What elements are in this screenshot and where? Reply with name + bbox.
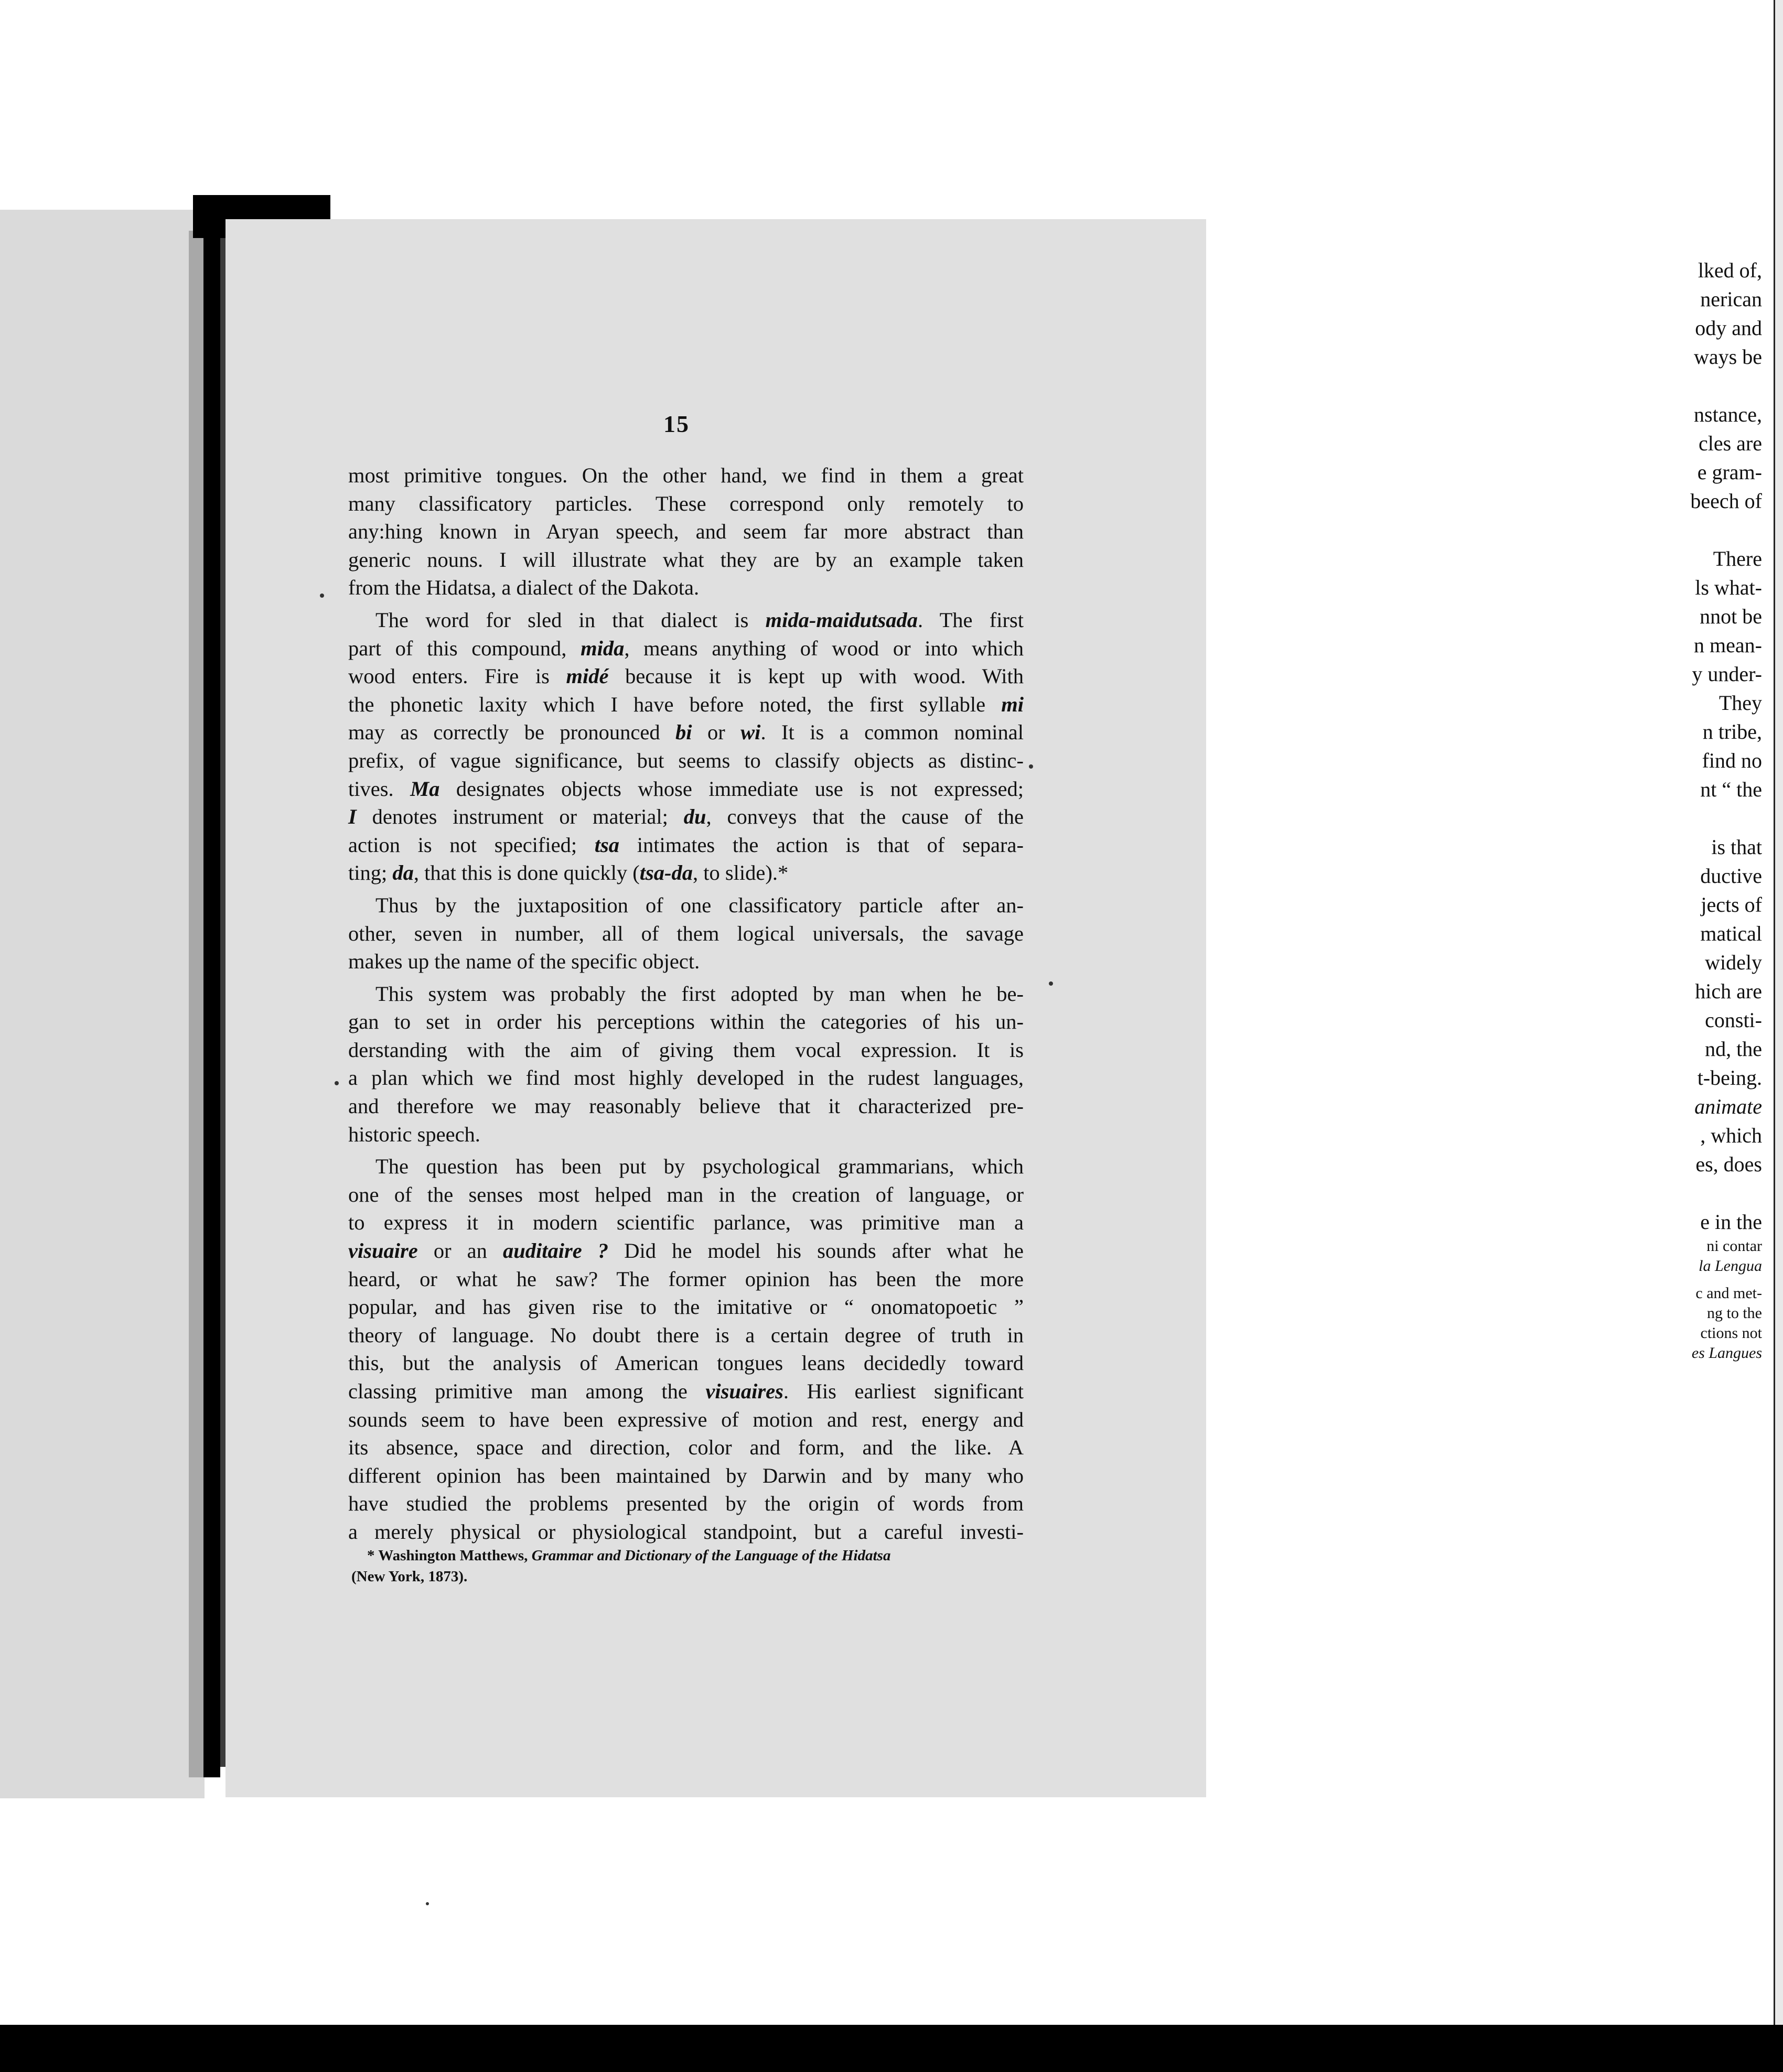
text-line: visuaire or an auditaire ? Did he model his sounds after what he [348, 1239, 1024, 1263]
text-line: have studied the problems presented by the origin of words from [348, 1492, 1024, 1516]
text-line: any:hing known in Aryan speech, and seem far more abstract than [348, 520, 1024, 544]
left-page-line: ways be [1694, 345, 1762, 369]
paragraph-4 [348, 980, 1024, 1149]
text-line: gan to set in order his perceptions within the categories of his un- [348, 1010, 1024, 1034]
spine-shadow [189, 231, 203, 1777]
left-page-text [1573, 256, 1762, 1363]
footnote [351, 1545, 1028, 1587]
text-line: part of this compound, mida, means anything of wood or into which [348, 636, 1024, 660]
scan-speck [1029, 764, 1033, 769]
text-line: classing primitive man among the visuaires. His earliest significant [348, 1379, 1024, 1403]
left-page-line: cles are [1698, 431, 1762, 455]
left-page-line: n mean- [1694, 633, 1762, 657]
paragraph-5 [348, 1152, 1024, 1546]
left-page-line: y under- [1692, 662, 1762, 686]
text-line: derstanding with the aim of giving them vocal expression. It is [348, 1038, 1024, 1062]
page-number: 15 [663, 411, 690, 437]
left-page-footnote-line: c and met- [1695, 1285, 1762, 1302]
paragraph-1 [348, 461, 1024, 602]
text-line: ting; da, that this is done quickly (tsa-da, to slide).* [348, 861, 789, 885]
text-line: wood enters. Fire is midé because it is kept up with wood. With [348, 664, 1024, 688]
left-page-line: ody and [1695, 316, 1762, 340]
left-page-line: ductive [1700, 864, 1762, 888]
text-line: and therefore we may reasonably believe that it characterized pre- [348, 1094, 1024, 1118]
scan-speck [426, 1902, 429, 1905]
left-page-line: nt “ the [1700, 778, 1762, 801]
text-line: from the Hidatsa, a dialect of the Dakota. [348, 576, 700, 600]
text-line: to express it in modern scientific parlance, was primitive man a [348, 1211, 1024, 1235]
text-line: popular, and has given rise to the imitative or “ onomatopoetic ” [348, 1295, 1024, 1319]
left-page-line: find no [1702, 749, 1762, 772]
text-line: The word for sled in that dialect is mida-maidutsada. The first [375, 608, 1024, 632]
left-page-line: e gram- [1697, 460, 1762, 484]
text-line: I denotes instrument or material; du, conveys that the cause of the [348, 805, 1024, 829]
left-page-line: widely [1705, 951, 1762, 974]
left-page-line: beech of [1690, 489, 1762, 513]
text-line: different opinion has been maintained by Darwin and by many who [348, 1463, 1024, 1487]
left-page-line: nd, the [1705, 1037, 1762, 1061]
text-line: most primitive tongues. On the other hand, we find in them a great [348, 463, 1024, 487]
left-page-line: , which [1700, 1124, 1762, 1147]
left-page-footnote-line: es Langues [1691, 1344, 1762, 1362]
text-line: many classificatory particles. These correspond only remotely to [348, 491, 1024, 515]
text-line: makes up the name of the specific object. [348, 949, 700, 974]
left-page-line: jects of [1701, 893, 1762, 916]
text-line: this, but the analysis of American tongues leans decidedly toward [348, 1351, 1024, 1375]
left-page-line: animate [1694, 1095, 1762, 1118]
left-page-fragment [0, 210, 205, 1798]
left-page-line [1573, 371, 1762, 400]
page-body-text [348, 461, 1024, 1546]
left-page-line: nerican [1700, 287, 1762, 311]
left-page-line: e in the [1700, 1210, 1762, 1234]
left-page-footnote-line [1573, 1276, 1762, 1283]
left-page-line: t-being. [1697, 1066, 1762, 1089]
text-line: heard, or what he saw? The former opinion has been the more [348, 1267, 1024, 1291]
left-page-line [1573, 515, 1762, 544]
scan-speck [320, 593, 324, 598]
scan-bottom-border [0, 2025, 1783, 2072]
text-line: a plan which we find most highly developed in the rudest languages, [348, 1066, 1024, 1090]
scan-speck [335, 1081, 339, 1085]
left-page-line: matical [1700, 922, 1762, 945]
text-line: sounds seem to have been expressive of motion and rest, energy and [348, 1407, 1024, 1431]
text-line: Thus by the juxtaposition of one classificatory particle after an- [375, 893, 1024, 917]
left-page-line: es, does [1695, 1152, 1762, 1176]
text-line: may as correctly be pronounced bi or wi. It is a common nominal [348, 720, 1024, 744]
text-line: historic speech. [348, 1122, 480, 1146]
text-line: other, seven in number, all of them logical universals, the savage [348, 921, 1024, 945]
text-line: one of the senses most helped man in the creation of language, or [348, 1182, 1024, 1206]
left-page-line: lked of, [1698, 258, 1762, 282]
text-line: theory of language. No doubt there is a certain degree of truth in [348, 1323, 1024, 1347]
left-page-footnote-line: ctions not [1700, 1324, 1762, 1342]
left-page-line: There [1713, 547, 1762, 570]
text-line: This system was probably the first adopted by man when he be- [375, 981, 1024, 1006]
text-line: generic nouns. I will illustrate what they are by an example taken [348, 547, 1024, 571]
paragraph-3 [348, 891, 1024, 976]
left-page-line [1573, 804, 1762, 833]
text-line: tives. Ma designates objects whose immediate use is not expressed; [348, 776, 1024, 801]
scan-speck [1049, 981, 1053, 986]
text-line: its absence, space and direction, color and form, and the like. A [348, 1436, 1024, 1460]
left-page-line: nstance, [1694, 403, 1762, 426]
left-page-line: is that [1711, 835, 1762, 859]
left-page-line: They [1718, 691, 1762, 715]
left-page-line: ls what- [1695, 576, 1762, 599]
left-page-line [1573, 1179, 1762, 1207]
paragraph-2 [348, 606, 1024, 887]
text-line: prefix, of vague significance, but seems to classify objects as distinc- [348, 748, 1024, 772]
left-page-footnote-line: ng to the [1707, 1304, 1762, 1322]
left-page-line: consti- [1705, 1008, 1762, 1032]
footnote-line: * Washington Matthews, Grammar and Dictionary of the Language of the Hidatsa [367, 1547, 891, 1564]
book-spine [203, 225, 220, 1777]
text-line: action is not specified; tsa intimates the action is that of separa- [348, 833, 1024, 857]
text-line: The question has been put by psychological grammarians, which [375, 1154, 1024, 1179]
left-page-footnote-line: la Lengua [1699, 1257, 1762, 1275]
text-line: the phonetic laxity which I have before noted, the first syllable mi [348, 692, 1024, 716]
footnote-line: (New York, 1873). [351, 1568, 468, 1585]
left-page-line: nnot be [1700, 605, 1762, 628]
left-page-footnote-line: ni contar [1706, 1237, 1762, 1255]
left-page-line: n tribe, [1702, 720, 1762, 743]
scan-right-edge [1774, 0, 1783, 2025]
text-line: a merely physical or physiological standpoint, but a careful investi- [348, 1519, 1024, 1544]
left-page-line: hich are [1695, 979, 1762, 1003]
